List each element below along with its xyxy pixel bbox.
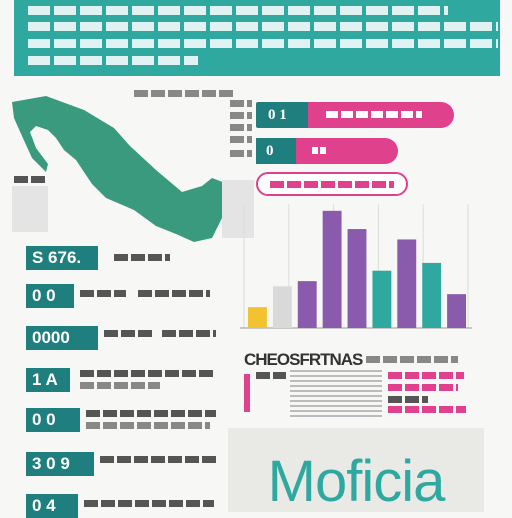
- map-caption: [14, 176, 48, 183]
- stat-label-6: [100, 456, 216, 463]
- map-title-text: [134, 90, 234, 97]
- stat-box-1: S 676.: [26, 246, 98, 270]
- stat-pill-2-label: 0: [256, 138, 296, 164]
- bar-9: [447, 294, 466, 328]
- chart-title: CHEOSFRTNAS: [244, 350, 363, 369]
- stat-box-5: 0 0: [26, 408, 80, 432]
- bar-chart: [236, 200, 476, 334]
- bar-8: [422, 263, 441, 328]
- bar-4: [323, 211, 342, 328]
- logo-box: [228, 428, 484, 512]
- header-text-line: [28, 22, 498, 31]
- legend-text: [230, 100, 252, 107]
- stat-box-3: 0000: [26, 326, 98, 350]
- legend-text: [230, 124, 252, 131]
- legend-text: [388, 396, 428, 403]
- legend-pink-text: [388, 406, 466, 413]
- pill-text: [326, 111, 422, 118]
- legend-table: [290, 370, 382, 418]
- header-text-line: [28, 56, 198, 65]
- stat-label-4b: [80, 382, 160, 389]
- legend-swatch: [244, 374, 250, 412]
- bar-3: [298, 281, 317, 328]
- pill-text: [270, 181, 394, 188]
- stat-pill-1-bar: [308, 102, 454, 128]
- stat-label-3: [104, 330, 152, 337]
- legend-text: [230, 112, 252, 119]
- stat-label-1: [114, 254, 170, 261]
- legend-pink-text: [388, 372, 464, 379]
- stat-label-4: [80, 370, 216, 377]
- stat-box-7: 0 4: [26, 494, 78, 518]
- stat-label-5: [86, 410, 216, 417]
- bar-5: [348, 229, 367, 328]
- legend-pink-text: [388, 384, 458, 391]
- stat-label-3b: [162, 330, 216, 337]
- header-text-line: [28, 6, 448, 15]
- bar-1: [248, 307, 267, 328]
- stat-label-7: [84, 500, 214, 507]
- stat-label-2b: [138, 290, 210, 297]
- header-text-line: [28, 39, 498, 48]
- bar-7: [397, 239, 416, 328]
- map-inset-box: [12, 186, 48, 232]
- stat-box-4: 1 A: [26, 368, 70, 392]
- stat-label-5b: [86, 422, 210, 429]
- stat-pill-3-outline: [256, 172, 408, 196]
- stat-label-2: [80, 290, 126, 297]
- legend-text: [230, 150, 252, 157]
- bar-2: [273, 286, 292, 328]
- header-banner: [14, 0, 500, 76]
- legend-text: [230, 136, 252, 143]
- chart-subtitle: [366, 356, 458, 363]
- stat-pill-2-bar: [296, 138, 398, 164]
- bar-6: [372, 271, 391, 328]
- pill-text: [312, 147, 328, 154]
- stat-box-2: 0 0: [26, 284, 74, 308]
- stat-box-6: 3 0 9: [26, 452, 94, 476]
- legend-label: [256, 372, 286, 379]
- logo-text: Moficia: [267, 449, 445, 514]
- stat-pill-1-label: 0 1: [256, 102, 308, 128]
